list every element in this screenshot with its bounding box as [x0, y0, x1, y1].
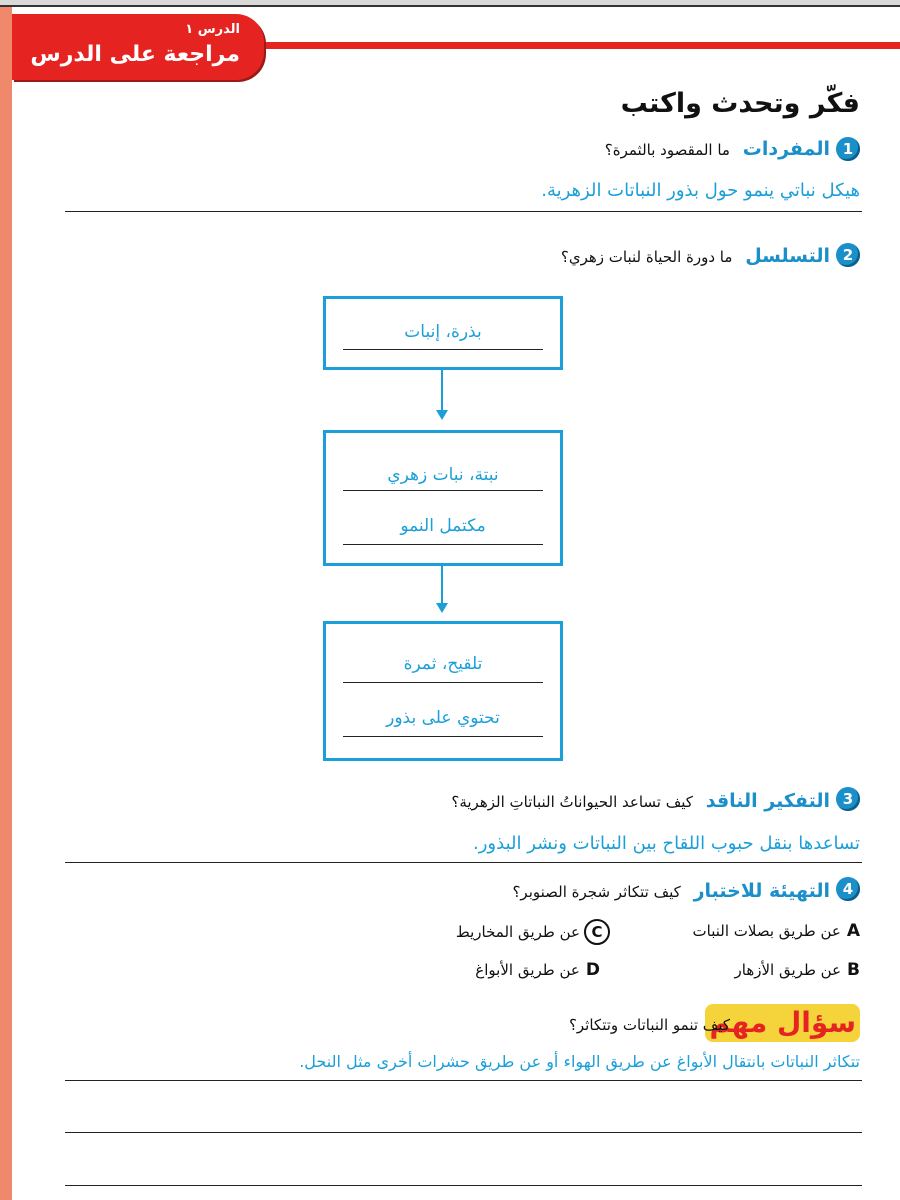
flowchart-arrow-1-head — [436, 410, 448, 420]
lesson-review-title: مراجعة على الدرس — [30, 42, 240, 67]
option-d-text: عن طريق الأبواغ — [475, 961, 580, 979]
question-2-number: 2 — [836, 243, 860, 267]
question-1-number: 1 — [836, 137, 860, 161]
question-4-keyword: التهيئة للاختبار — [693, 880, 830, 902]
flowchart-write-line — [343, 736, 543, 737]
flowchart-box-3-line-1[interactable]: تلقيح، ثمرة — [403, 654, 483, 674]
flowchart-write-line — [343, 349, 543, 350]
flowchart-write-line — [343, 490, 543, 491]
flowchart-box-1-line-1[interactable]: بذرة، إنبات — [404, 322, 482, 342]
option-a-text: عن طريق بصلات النبات — [692, 922, 841, 940]
question-3-answer[interactable]: تساعدها بنقل حبوب اللقاح بين النباتات ونشر البذور. — [473, 833, 860, 854]
flowchart-box-3 — [323, 621, 563, 761]
question-3-number: 3 — [836, 787, 860, 811]
question-3-text: كيف تساعد الحيواناتُ النباتاتِ الزهرية؟ — [451, 793, 693, 811]
question-2 — [561, 245, 830, 267]
question-1-answer[interactable]: هيكل نباتي ينمو حول بذور النباتات الزهرية. — [541, 180, 860, 201]
option-a[interactable] — [693, 921, 860, 941]
top-border-dark — [0, 5, 900, 7]
flowchart-box-3-line-2[interactable]: تحتوي على بذور — [386, 708, 500, 728]
option-c-selected-circle: C — [584, 919, 610, 945]
answer-line — [65, 1132, 862, 1133]
flowchart-arrow-2 — [441, 565, 443, 605]
question-3-keyword: التفكير الناقد — [705, 790, 830, 812]
flowchart-box-2-line-1[interactable]: نبتة، نبات زهري — [387, 465, 499, 485]
flowchart-arrow-2-head — [436, 603, 448, 613]
option-c[interactable] — [456, 919, 610, 945]
question-4-text: كيف تتكاثر شجرة الصنوبر؟ — [512, 883, 681, 901]
flowchart-write-line — [343, 544, 543, 545]
flowchart-box-2 — [323, 430, 563, 566]
option-d-letter: D — [585, 960, 600, 980]
question-2-text: ما دورة الحياة لنبات زهري؟ — [560, 248, 733, 266]
left-margin-bar — [0, 7, 12, 1200]
question-1-keyword: المفردات — [742, 138, 830, 160]
flowchart-write-line — [343, 682, 543, 683]
important-question-answer[interactable]: تتكاثر النباتات بانتقال الأبواغ عن طريق الهواء أو عن طريق حشرات أخرى مثل النحل. — [299, 1052, 860, 1071]
question-1-text: ما المقصود بالثمرة؟ — [604, 141, 730, 159]
answer-line — [65, 1185, 862, 1186]
option-b-letter: B — [847, 960, 860, 980]
section-title: فكّر وتحدث واكتب — [620, 88, 860, 119]
question-4 — [512, 880, 830, 902]
question-2-keyword: التسلسل — [745, 245, 830, 267]
option-a-letter: A — [846, 921, 860, 941]
lesson-label: الدرس ١ — [185, 22, 240, 37]
important-question-text: كيف تنمو النباتات وتتكاثر؟ — [568, 1016, 730, 1034]
option-c-text: عن طريق المخاريط — [455, 923, 580, 941]
option-b[interactable] — [735, 960, 860, 980]
header-rule — [260, 42, 900, 49]
option-d[interactable] — [475, 960, 600, 980]
answer-line — [65, 211, 862, 212]
answer-line — [65, 862, 862, 863]
flowchart-arrow-1 — [441, 370, 443, 412]
option-b-text: عن طريق الأزهار — [734, 961, 842, 979]
question-1 — [605, 138, 830, 160]
question-3 — [451, 790, 830, 812]
important-question-badge: سؤال مهم — [705, 1004, 860, 1042]
flowchart-box-2-line-2[interactable]: مكتمل النمو — [400, 516, 486, 536]
answer-line — [65, 1080, 862, 1081]
question-4-number: 4 — [836, 877, 860, 901]
